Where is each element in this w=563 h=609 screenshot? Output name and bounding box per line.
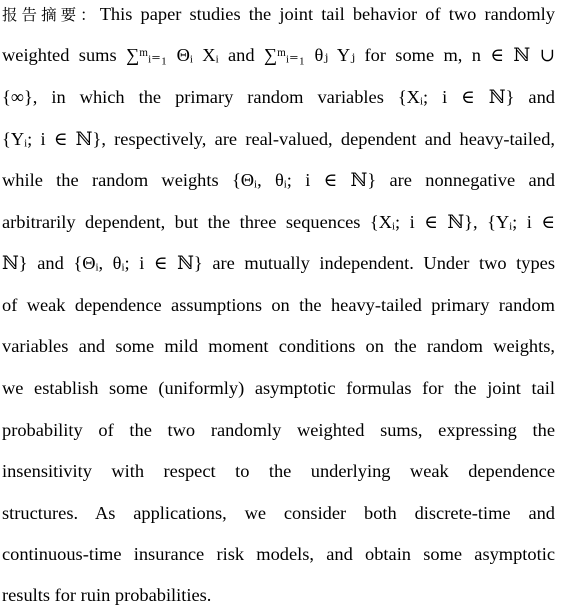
abstract-line-10: we establish some (uniformly) asymptotic formulas for the joint tail bbox=[2, 378, 555, 398]
abstract-label: 报告摘要： bbox=[2, 6, 100, 24]
abstract-line-6: arbitrarily dependent, but the three sequences {Xᵢ; i ∈ ℕ}, {Yᵢ; i ∈ bbox=[2, 212, 555, 232]
abstract-line-7: ℕ} and {Θᵢ, θᵢ; i ∈ ℕ} are mutually independent. Under two types bbox=[2, 253, 555, 273]
abstract-line-5: while the random weights {Θᵢ, θᵢ; i ∈ ℕ} are nonnegative and bbox=[2, 170, 555, 190]
abstract-line-9: variables and some mild moment conditions on the random weights, bbox=[2, 336, 555, 356]
abstract-line-1 bbox=[2, 0, 555, 28]
abstract-line-2: weighted sums ∑ᵐᵢ₌₁ Θᵢ Xᵢ and ∑ᵐᵢ₌₁ θⱼ Yⱼ for some m, n ∈ ℕ ∪ bbox=[2, 45, 555, 65]
abstract-line-1-text: This paper studies the joint tail behavior of two randomly bbox=[99, 4, 555, 24]
abstract-line-14: continuous-time insurance risk models, and obtain some asymptotic bbox=[2, 544, 555, 564]
abstract-line-3: {∞}, in which the primary random variables {Xᵢ; i ∈ ℕ} and bbox=[2, 87, 555, 107]
abstract-line-8: of weak dependence assumptions on the heavy-tailed primary random bbox=[2, 295, 555, 315]
abstract-line-4: {Yᵢ; i ∈ ℕ}, respectively, are real-valued, dependent and heavy-tailed, bbox=[2, 129, 555, 149]
abstract-line-15: results for ruin probabilities. bbox=[2, 585, 212, 605]
abstract-line-11: probability of the two randomly weighted sums, expressing the bbox=[2, 420, 555, 440]
abstract-line-12: insensitivity with respect to the underlying weak dependence bbox=[2, 461, 555, 481]
abstract-line-13: structures. As applications, we consider both discrete-time and bbox=[2, 503, 555, 523]
